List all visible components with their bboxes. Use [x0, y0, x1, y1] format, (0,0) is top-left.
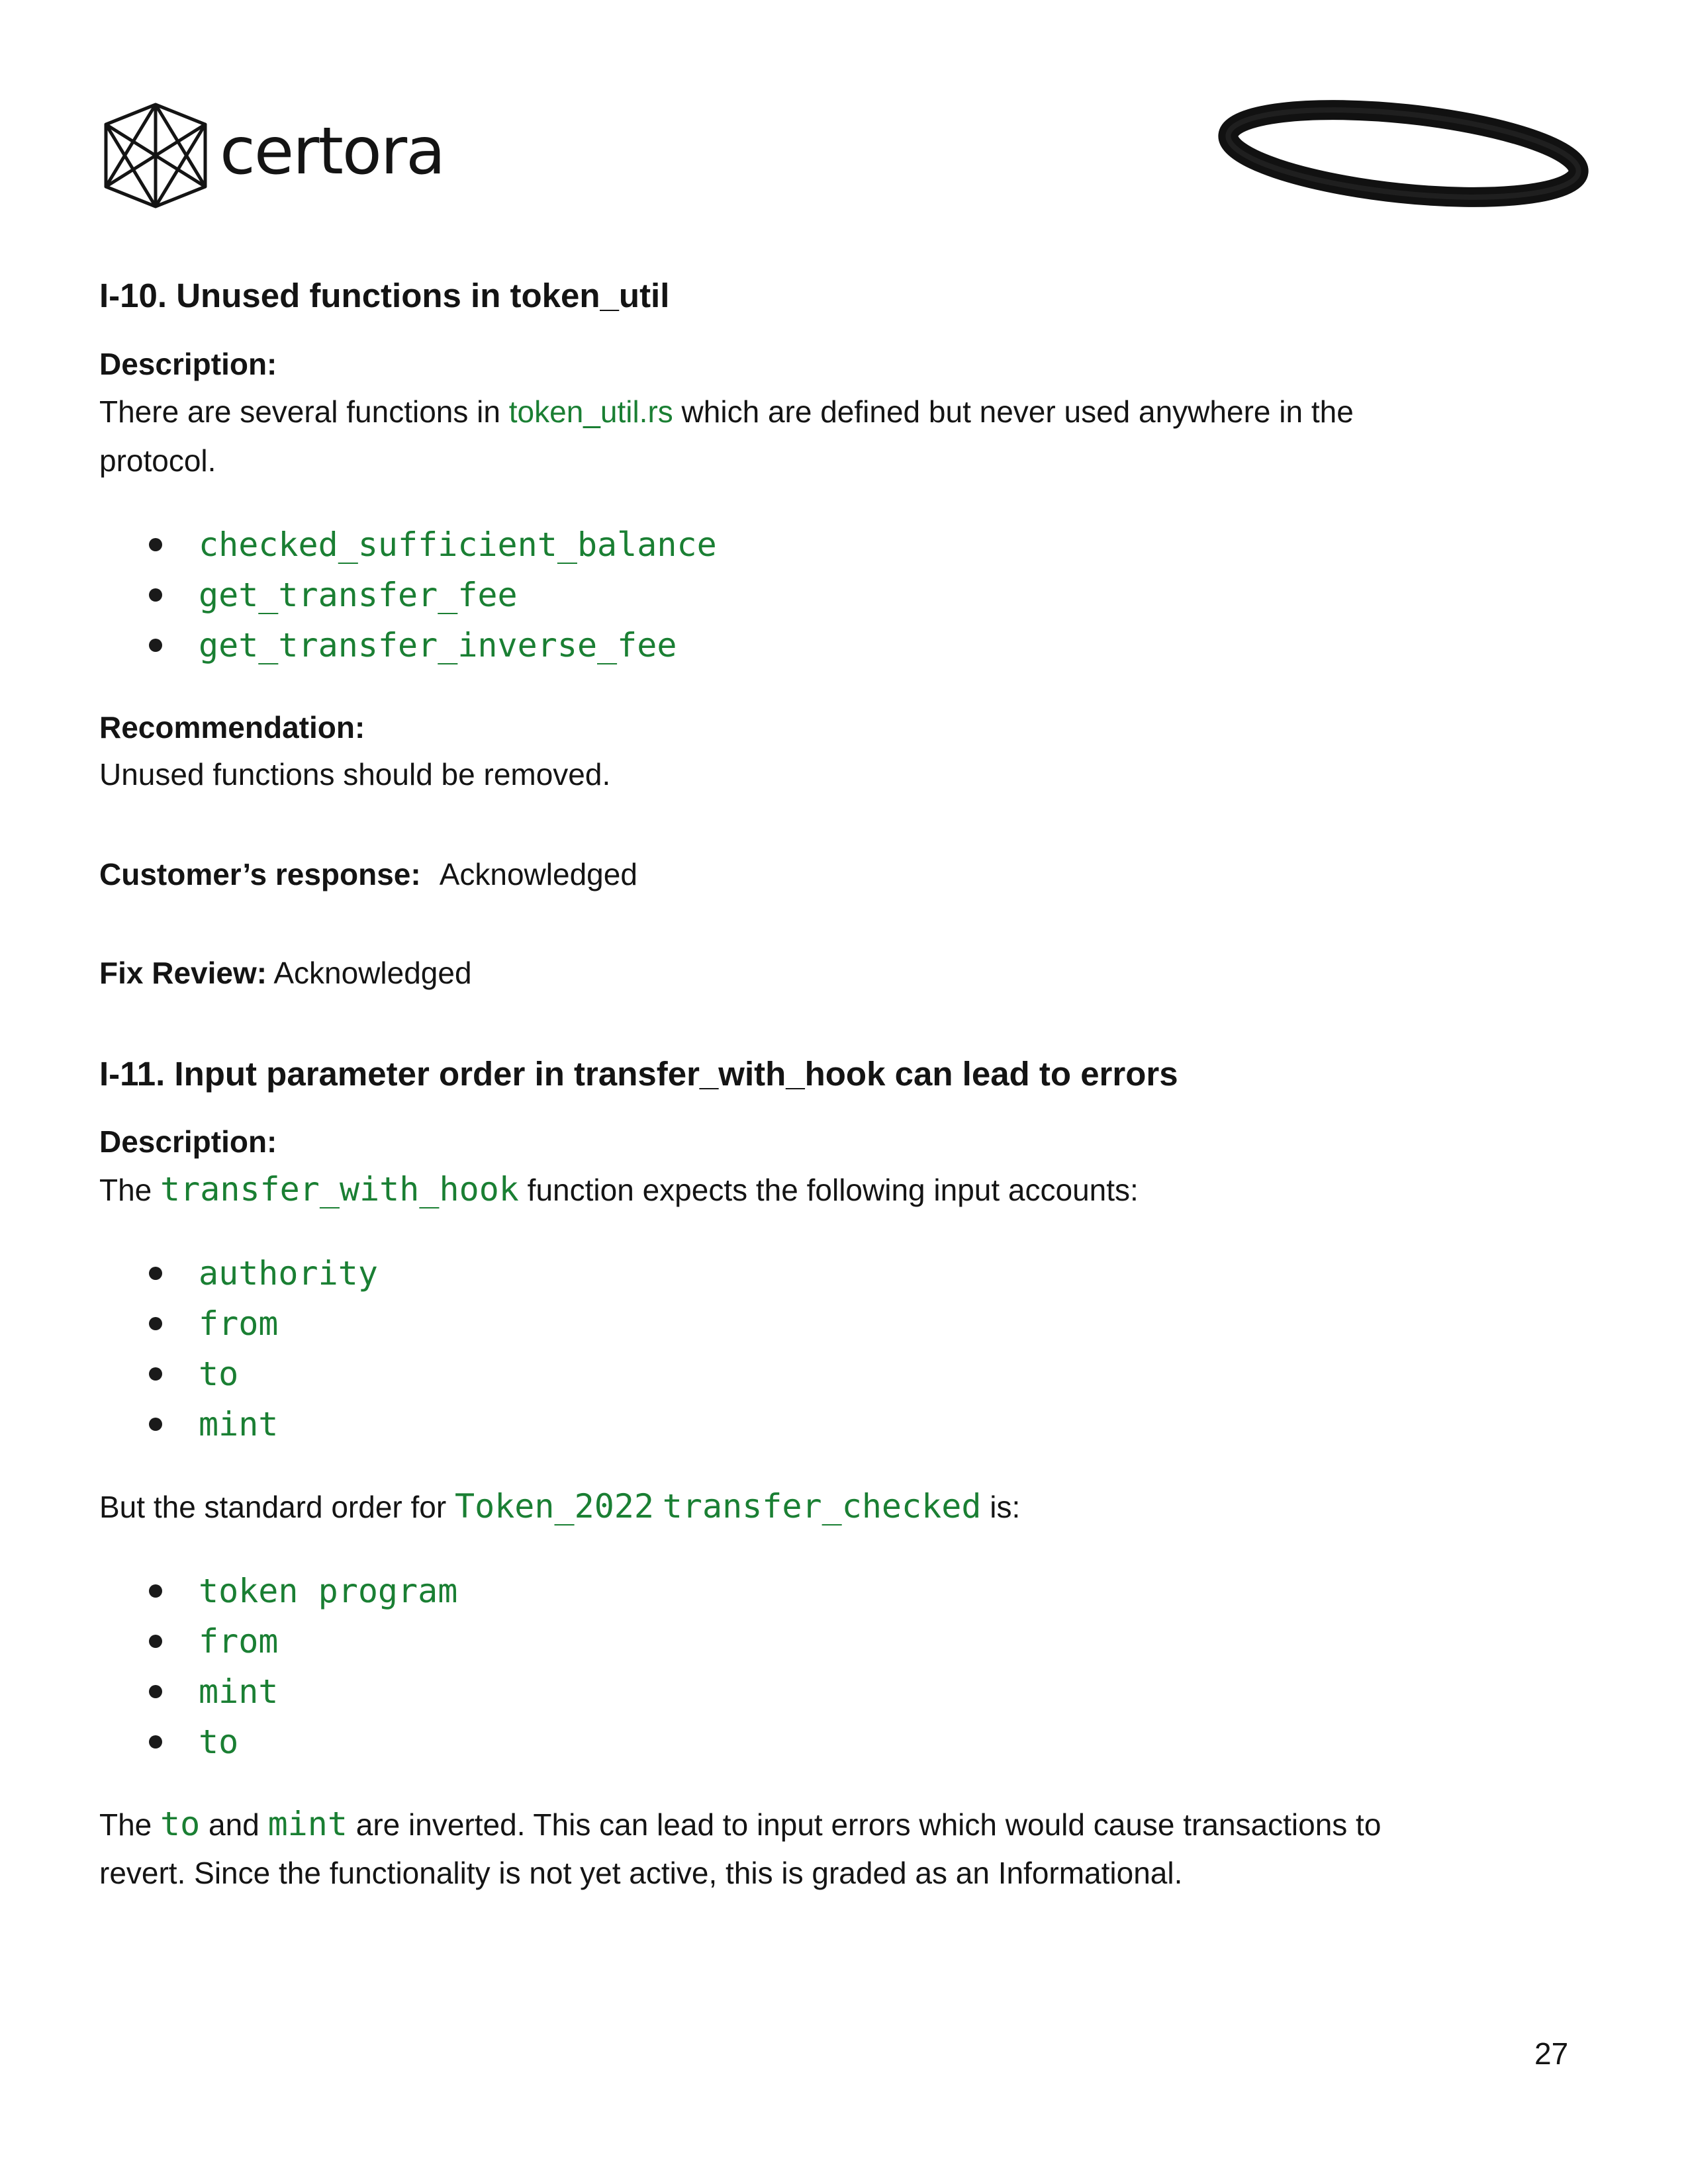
inline-code: transfer_checked [662, 1487, 982, 1525]
desc-text-after: which are defined but never used anywhere in the [673, 394, 1354, 429]
description-line: The transfer_with_hook function expects the following input accounts: [99, 1170, 1139, 1208]
bullet-icon [149, 1418, 162, 1431]
section-title-i11: I-11. Input parameter order in transfer_with_hook can lead to errors [99, 1055, 1178, 1093]
bullet-icon [149, 1635, 162, 1648]
ring-decoration-image [1218, 99, 1589, 212]
list-item: from [149, 1298, 378, 1349]
list-item: get_transfer_inverse_fee [149, 620, 717, 670]
description-line-1 [99, 387, 1354, 437]
bullet-icon [149, 1267, 162, 1280]
token-util-link[interactable]: token_util.rs [508, 394, 673, 429]
list-item: token program [149, 1566, 457, 1616]
list-item: from [149, 1616, 457, 1666]
fix-review [99, 948, 472, 998]
bullet-icon [149, 639, 162, 652]
list-item: authority [149, 1248, 378, 1298]
fix-review-label: Fix Review: [99, 956, 267, 990]
list-item: mint [149, 1666, 457, 1717]
certora-logo [99, 99, 470, 212]
customer-response-value: Acknowledged [439, 857, 637, 891]
bullet-icon [149, 1584, 162, 1598]
list-item: to [149, 1717, 457, 1767]
list-item: checked_sufficient_balance [149, 520, 717, 570]
conclusion-line-1: The to and mint are inverted. This can lead to input errors which would cause transactions to [99, 1805, 1382, 1843]
fix-review-value: Acknowledged [273, 956, 472, 990]
customer-response [99, 849, 637, 899]
bullet-icon [149, 1317, 162, 1330]
bullet-icon [149, 538, 162, 551]
bullet-icon [149, 1367, 162, 1381]
expected-accounts-list [149, 1248, 378, 1449]
standard-accounts-list [149, 1566, 457, 1767]
bullet-icon [149, 1735, 162, 1749]
recommendation-label: Recommendation: [99, 710, 365, 745]
standard-order-line: But the standard order for Token_2022 transfer_checked is: [99, 1487, 1021, 1525]
bullet-icon [149, 588, 162, 602]
logo-wordmark: certora [220, 114, 445, 189]
recommendation-text: Unused functions should be removed. [99, 757, 611, 792]
bullet-icon [149, 1685, 162, 1698]
description-label: Description: [99, 347, 277, 381]
desc-text-before: There are several functions in [99, 394, 509, 429]
description-line-2: protocol. [99, 443, 216, 478]
description-label: Description: [99, 1124, 277, 1159]
unused-functions-list [149, 520, 717, 670]
customer-response-label: Customer’s response: [99, 857, 421, 891]
list-item: get_transfer_fee [149, 570, 717, 620]
inline-code: to [160, 1805, 201, 1843]
section-title-i10: I-10. Unused functions in token_util [99, 277, 670, 314]
inline-code: transfer_with_hook [160, 1170, 519, 1208]
inline-code: Token_2022 [454, 1487, 655, 1525]
page-number: 27 [1534, 2036, 1569, 2071]
list-item: to [149, 1349, 378, 1399]
inline-code: mint [267, 1805, 348, 1843]
certora-logo-mark [99, 99, 212, 212]
conclusion-line-2: revert. Since the functionality is not yet active, this is graded as an Informational. [99, 1856, 1183, 1890]
list-item: mint [149, 1399, 378, 1449]
